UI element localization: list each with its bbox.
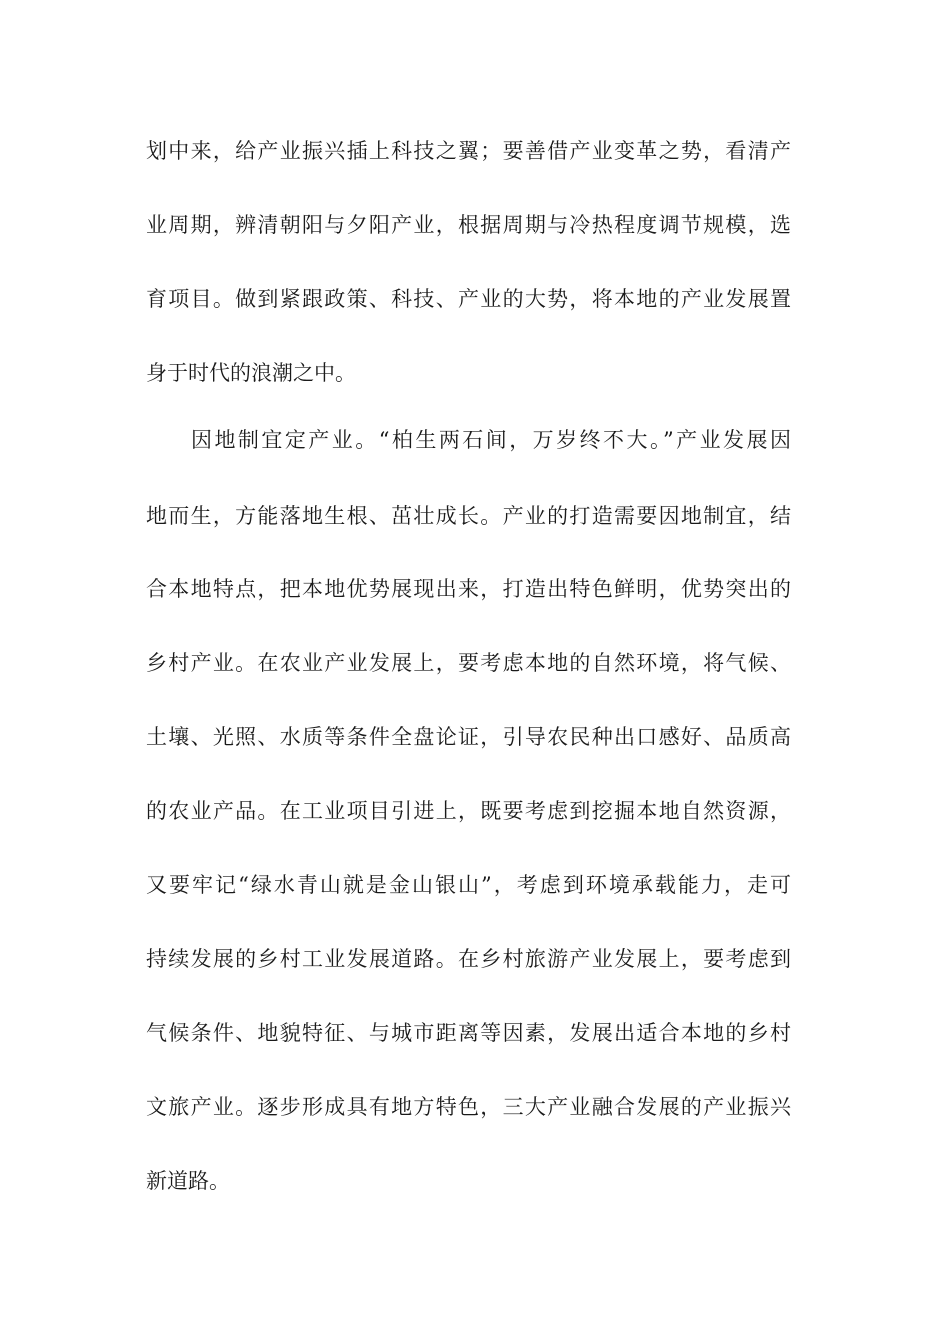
paragraph-line: 因地制宜定产业。“柏生两石间，万岁终不大。”产业发展因: [191, 428, 791, 452]
paragraph-line: 持续发展的乡村工业发展道路。在乡村旅游产业发展上，要考虑到: [146, 947, 791, 971]
paragraph-line: 乡村产业。在农业产业发展上，要考虑本地的自然环境，将气候、: [146, 651, 791, 675]
paragraph-line: 业周期，辨清朝阳与夕阳产业，根据周期与冷热程度调节规模，选: [146, 213, 791, 237]
paragraph-line: 地而生，方能落地生根、茁壮成长。产业的打造需要因地制宜，结: [146, 504, 791, 528]
paragraph-line: 文旅产业。逐步形成具有地方特色，三大产业融合发展的产业振兴: [146, 1095, 791, 1119]
paragraph-line: 又要牢记“绿水青山就是金山银山”，考虑到环境承载能力，走可: [146, 873, 791, 897]
paragraph-line: 土壤、光照、水质等条件全盘论证，引导农民种出口感好、品质高: [146, 725, 791, 749]
paragraph-line: 身于时代的浪潮之中。: [146, 361, 356, 385]
paragraph-line: 育项目。做到紧跟政策、科技、产业的大势，将本地的产业发展置: [146, 287, 791, 311]
paragraph-line: 的农业产品。在工业项目引进上，既要考虑到挖掘本地自然资源，: [146, 799, 791, 823]
paragraph-line: 合本地特点，把本地优势展现出来，打造出特色鲜明，优势突出的: [146, 577, 791, 601]
paragraph-line: 气候条件、地貌特征、与城市距离等因素，发展出适合本地的乡村: [146, 1021, 791, 1045]
paragraph-line: 划中来，给产业振兴插上科技之翼；要善借产业变革之势，看清产: [146, 139, 791, 163]
paragraph-line: 新道路。: [146, 1169, 230, 1193]
